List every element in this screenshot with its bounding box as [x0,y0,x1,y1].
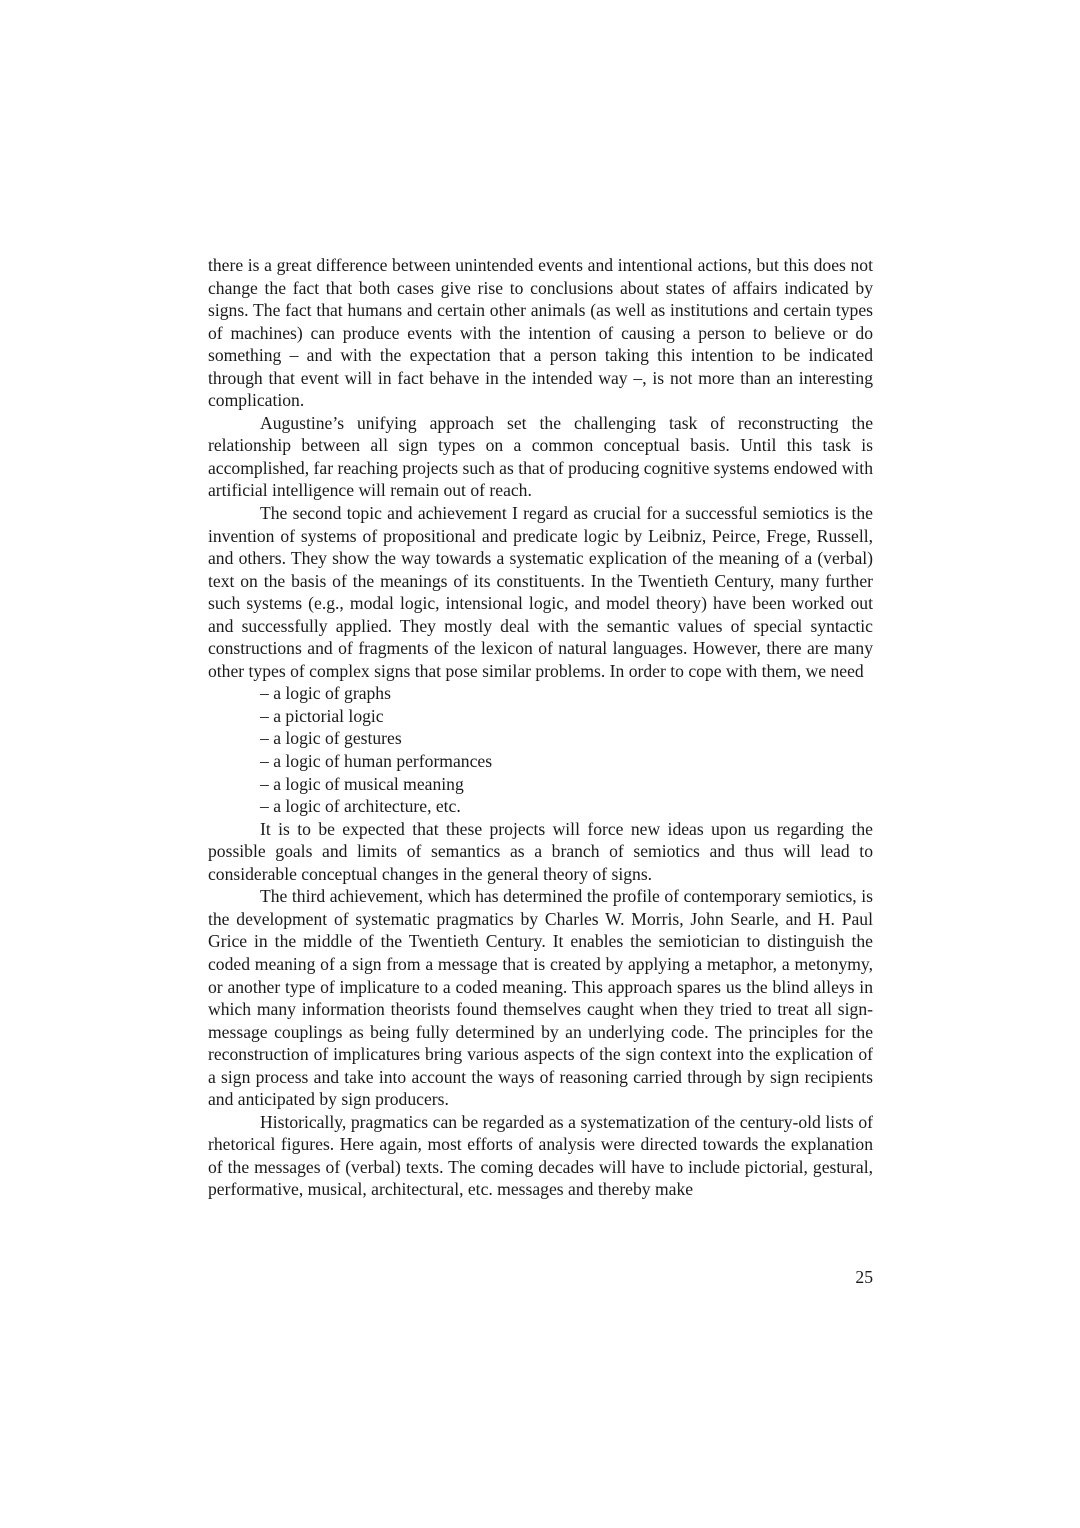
list-item: – a logic of gestures [260,727,873,750]
list-item: – a logic of architecture, etc. [260,795,873,818]
paragraph-4: It is to be expected that these projects will force new ideas upon us regarding the possible goals and limits of semantics as a branch of semiotics and thus will lead to considerable conceptual changes in the general theory of signs. [208,818,873,884]
paragraph-6: Historically, pragmatics can be regarded as a systematization of the century-old lists of rhetorical figures. Here again, most efforts of analysis were directed towards the explanation of the messages of (verbal) texts. The coming decades will have to include pictorial, gestural, performative, musical, architectural, etc. messages and thereby make [208,1111,873,1200]
page-number: 25 [855,1267,873,1287]
list-item: – a logic of musical meaning [260,773,873,796]
paragraph-2: Augustine’s unifying approach set the challenging task of reconstructing the relationship between all sign types on a common conceptual basis. Until this task is accomplished, far reaching projects such as that of producing cognitive systems endowed with artificial intelligence will remain out of reach. [208,412,873,501]
list-item: – a pictorial logic [260,705,873,728]
list-item: – a logic of graphs [260,682,873,705]
body-text [208,254,873,1201]
paragraph-3: The second topic and achievement I regard as crucial for a successful semiotics is the invention of systems of propositional and predicate logic by Leibniz, Peirce, Frege, Russell, and others. They show the way towards a systematic explication of the meaning of a (verbal) text on the basis of the meanings of its constituents. In the Twentieth Century, many further such systems (e.g., modal logic, intensional logic, and model theory) have been worked out and successfully applied. They mostly deal with the semantic values of special syntactic constructions and of fragments of the lexicon of natural languages. However, there are many other types of complex signs that pose similar problems. In order to cope with them, we need [208,503,873,681]
logic-list [208,682,873,817]
paragraph-5: The third achievement, which has determined the profile of contemporary semiotics, is the development of systematic pragmatics by Charles W. Morris, John Searle, and H. Paul Grice in the middle of the Twentieth Century. It enables the semiotician to distinguish the coded meaning of a sign from a message that is created by applying a metaphor, a metonymy, or another type of implicature to a coded meaning. This approach spares us the blind alleys in which many information theorists found themselves caught when they tried to treat all sign-message couplings as being fully determined by an underlying code. The principles for the reconstruction of implicatures bring various aspects of the sign context into the explication of a sign process and take into account the ways of reasoning carried through by sign recipients and anticipated by sign producers. [208,886,873,1110]
paragraph-1: there is a great difference between unintended events and intentional actions, but this does not change the fact that both cases give rise to conclusions about states of affairs indicated by signs. The fact that humans and certain other animals (as well as institutions and certain types of machines) can produce events with the intention of causing a person to believe or do something – and with the expectation that a person taking this intention to be indicated through that event will in fact behave in the intended way –, is not more than an interesting complication. [208,255,873,411]
list-item: – a logic of human performances [260,750,873,773]
